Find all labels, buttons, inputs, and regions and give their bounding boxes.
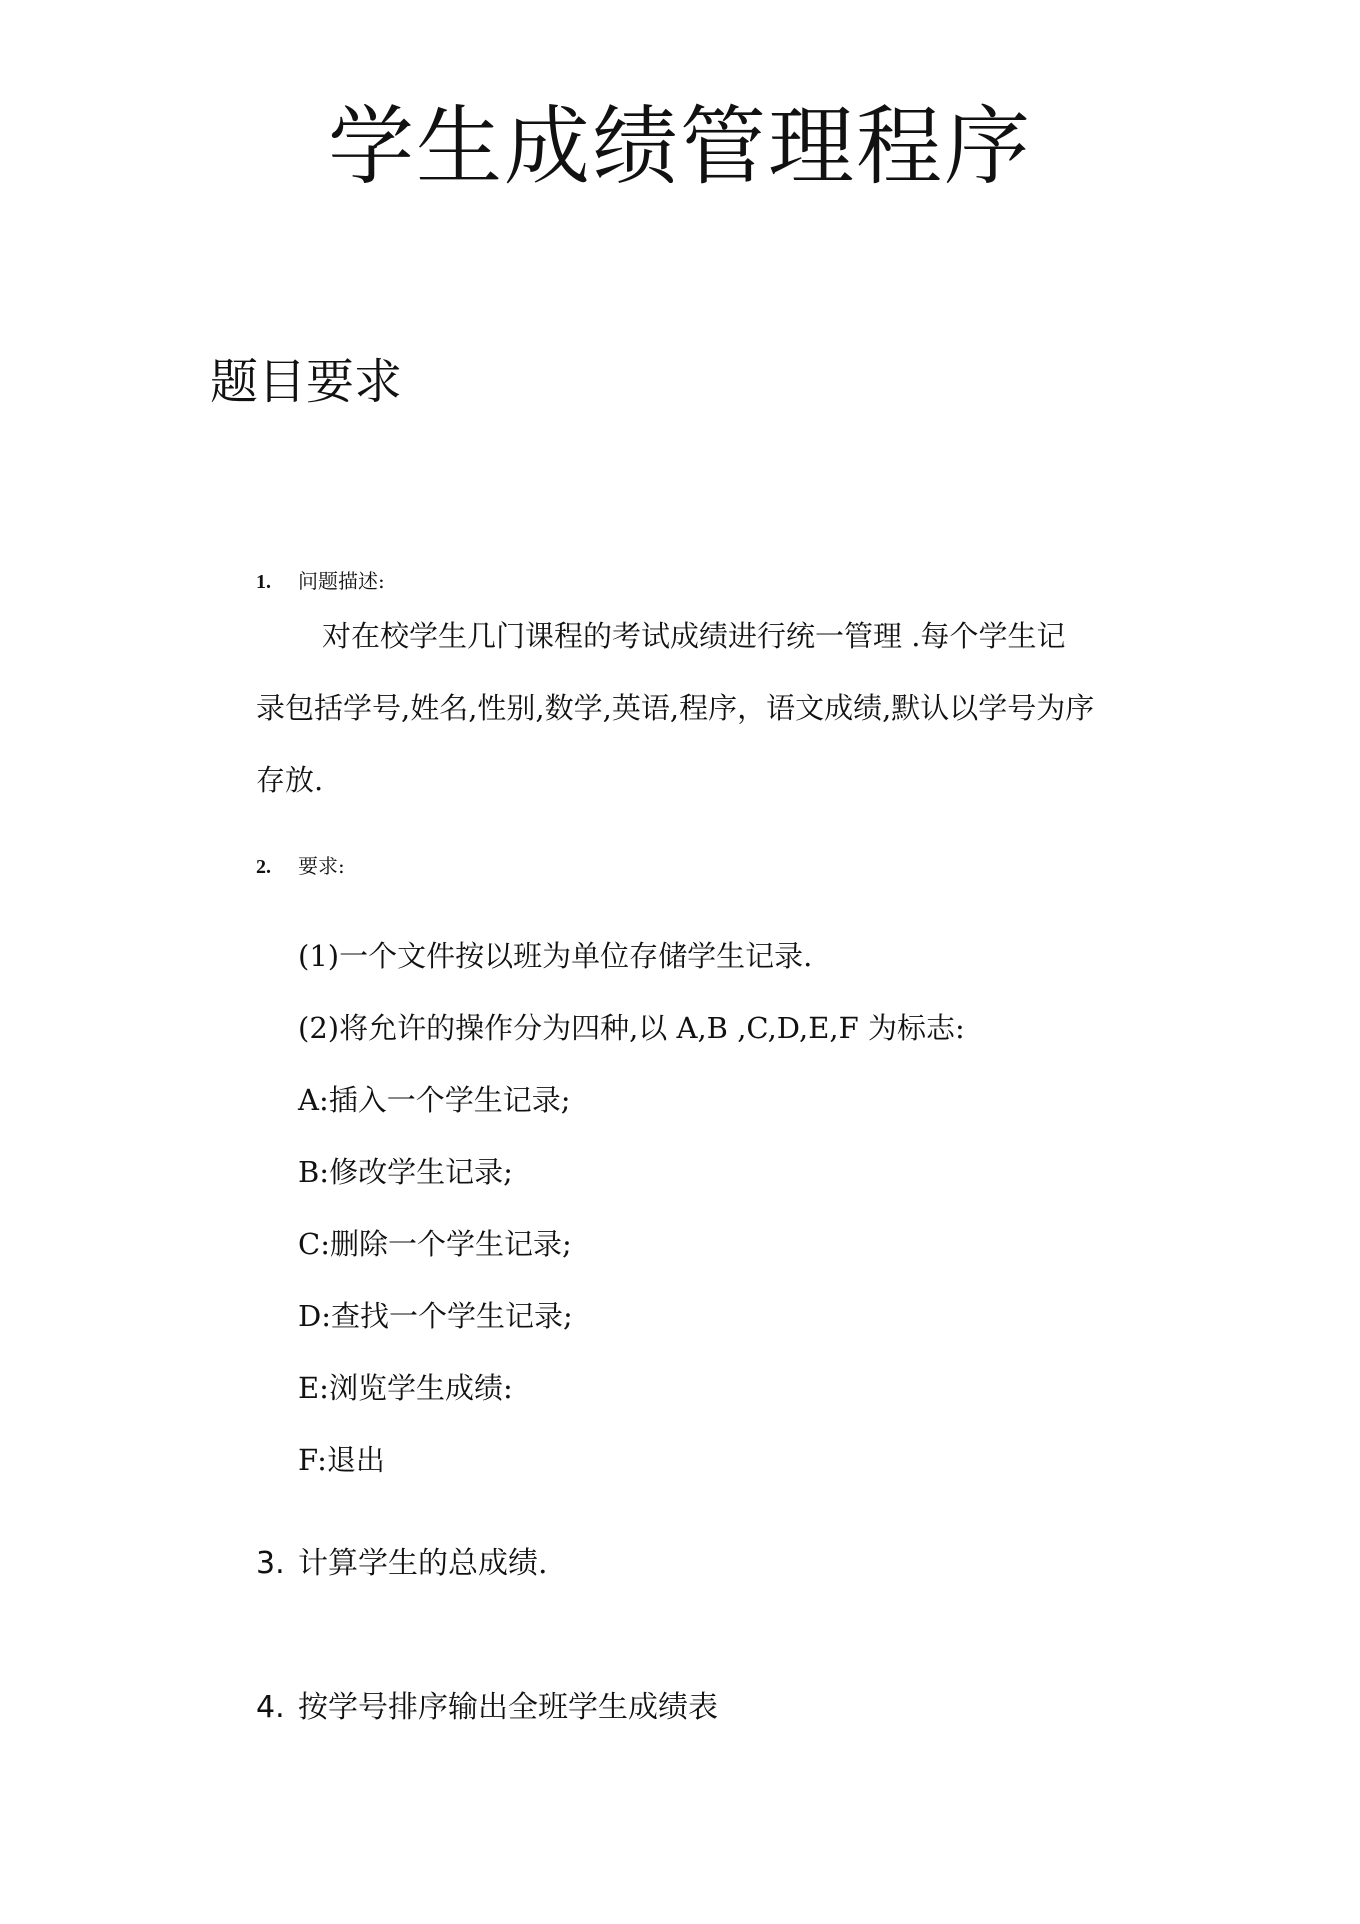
numbered-item [256, 1544, 548, 1584]
problem-line: 存放. [256, 763, 324, 797]
requirement-item: E:浏览学生成绩: [298, 1371, 513, 1405]
item-number: 3. [256, 1546, 285, 1581]
document-title: 学生成绩管理程序 [328, 97, 1032, 197]
requirement-item: C:删除一个学生记录; [298, 1227, 572, 1261]
item-text: 按学号排序输出全班学生成绩表 [298, 1690, 718, 1725]
item-text: 计算学生的总成绩. [298, 1546, 548, 1581]
section-heading: 题目要求 [210, 354, 403, 410]
problem-heading [256, 566, 385, 598]
requirements-label: 要求: [298, 854, 345, 878]
requirement-item: F:退出 [298, 1443, 385, 1477]
problem-label: 问题描述: [298, 569, 385, 593]
requirement-item: (1)一个文件按以班为单位存储学生记录. [298, 939, 813, 973]
problem-description [256, 600, 1168, 816]
requirement-item: A:插入一个学生记录; [298, 1083, 571, 1117]
requirement-item: (2)将允许的操作分为四种,以 A,B ,C,D,E,F 为标志: [298, 1011, 965, 1045]
item-number: 4. [256, 1690, 285, 1725]
problem-line: 对在校学生几门课程的考试成绩进行统一管理 .每个学生记 [322, 619, 1066, 653]
problem-line: 录包括学号,姓名,性别,数学,英语,程序，语文成绩,默认以学号为序 [256, 691, 1095, 725]
requirements-heading [256, 851, 345, 883]
numbered-item [256, 1688, 718, 1728]
requirement-item: B:修改学生记录; [298, 1155, 513, 1189]
requirements-number: 2. [256, 856, 271, 878]
problem-number: 1. [256, 571, 271, 593]
requirement-item: D:查找一个学生记录; [298, 1299, 573, 1333]
